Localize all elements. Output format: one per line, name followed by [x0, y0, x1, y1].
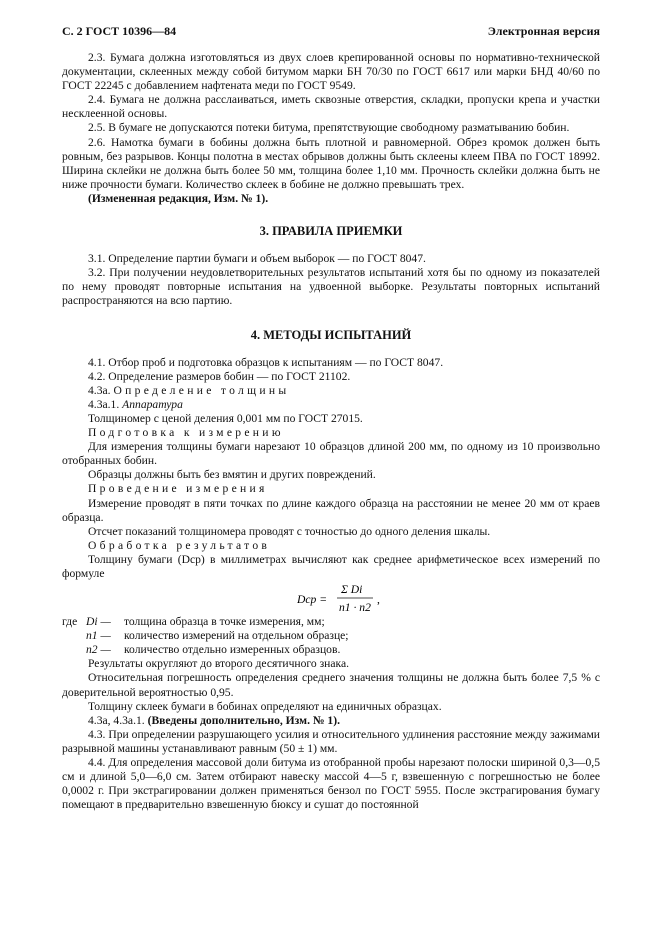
legend-row: [62, 643, 600, 657]
clause-4-3a: [62, 384, 600, 398]
joints-text: Толщину склеек бумаги в бобинах определяют на единичных образцах.: [88, 699, 442, 713]
clause-4-3a-note-number: 4.3а, 4.3а.1.: [88, 713, 145, 727]
clause-2-5: 2.5. В бумаге не допускаются потеки битума, препятствующие свободному разматыванию бобин.: [88, 121, 570, 135]
legend-prefix: [62, 629, 86, 643]
document-page: [62, 24, 600, 812]
clause-4-3a-note: [62, 714, 600, 728]
legend-symbol: n2 —: [86, 643, 111, 657]
clause-3-2: 3.2. При получении неудовлетворительных результатов испытаний хотя бы по одному из показателей по нему проводят повторные испытания на удвоенной выборке. Результаты повторных испытаний распространяются на всю партию.: [62, 266, 600, 308]
preparation-subtitle: Подготовка к измерению: [88, 426, 284, 440]
section-3-title: 3. ПРАВИЛА ПРИЕМКИ: [259, 224, 403, 239]
legend-row: [62, 615, 600, 629]
rounding-text: Результаты округляют до второго десятичного знака.: [88, 657, 350, 671]
formula-legend: [62, 615, 600, 657]
clause-2-6: 2.6. Намотка бумаги в бобины должна быть плотной и равномерной. Обрез кромок должен быть ровным, без разрывов. Концы полотна в местах обрывов должны быть склеены клеем ПВА по ГОСТ 18992. Ширина склейки не должна быть более 50 мм, толщина более 1,10 мм. Прочность склейки должна быть не ниже прочности бумаги. Количество склеек в бобине не должно превышать трех.: [62, 135, 600, 191]
clause-4-4: 4.4. Для определения массовой доли битума из отобранной пробы нарезают полоски шириной 0,3—0,5 см и длиной 5,0—6,0 см. Затем отбирают навеску массой 4—5 г, взвешенную с погрешностью не более 0,0002 г. При экстрагировании должен применяться бензол по ГОСТ 5955. После экстрагирования бумагу помещают в предварительно взвешенную бюксу и сушат до постоянной: [62, 756, 600, 812]
preparation-text-2: Образцы должны быть без вмятин и других повреждений.: [88, 468, 376, 482]
clause-4-3a-1-title: Аппаратура: [122, 397, 183, 411]
section-4-title: 4. МЕТОДЫ ИСПЫТАНИЙ: [250, 327, 412, 342]
formula-lhs: Dср =: [297, 593, 328, 607]
clause-3-1: 3.1. Определение партии бумаги и объем выборок — по ГОСТ 8047.: [88, 252, 426, 266]
legend-symbol: Di —: [86, 615, 111, 629]
clause-4-3a-note-text: (Введены дополнительно, Изм. № 1).: [147, 713, 340, 727]
instrument-text: Толщиномер с ценой деления 0,001 мм по ГОСТ 27015.: [88, 411, 363, 425]
legend-prefix: где: [62, 615, 78, 629]
amendment-note: (Измененная редакция, Изм. № 1).: [88, 191, 269, 205]
measurement-text-2: Отсчет показаний толщиномера проводят с точностью до одного деления шкалы.: [88, 524, 491, 538]
running-header: [62, 24, 600, 40]
formula-numerator: Σ Di: [341, 583, 363, 597]
clause-4-3a-1: [62, 398, 600, 412]
formula-denominator: n1 · n2: [339, 601, 371, 615]
clause-4-3a-title: Определение толщины: [113, 383, 290, 397]
clause-4-3a-number: 4.3а.: [88, 383, 111, 397]
processing-text: Толщину бумаги (Dср) в миллиметрах вычисляют как среднее арифметическое всех измерений по формуле: [62, 552, 600, 580]
clause-4-3a-1-number: 4.3а.1.: [88, 397, 120, 411]
clause-4-2: 4.2. Определение размеров бобин — по ГОСТ 21102.: [88, 369, 351, 383]
processing-subtitle: Обработка результатов: [88, 538, 271, 552]
preparation-text-1: Для измерения толщины бумаги нарезают 10 образцов длиной 200 мм, по одному из 10 произвольно отобранных бобин.: [62, 440, 600, 468]
clause-2-3: 2.3. Бумага должна изготовляться из двух слоев крепированной основы по нормативно-технической документации, склеенных между собой битумом марки БН 70/30 по ГОСТ 6617 или марки БНД 40/60 по ГОСТ 22245 с добавлением нафтената меди по ГОСТ 9549.: [62, 51, 600, 93]
formula-tail: ,: [377, 593, 380, 607]
header-standard-ref: С. 2 ГОСТ 10396—84: [62, 24, 177, 38]
legend-text: количество отдельно измеренных образцов.: [124, 643, 341, 657]
legend-prefix: [62, 643, 86, 657]
legend-row: [62, 629, 600, 643]
thickness-formula: [62, 581, 600, 615]
legend-text: толщина образца в точке измерения, мм;: [124, 615, 325, 629]
clause-2-4: 2.4. Бумага не должна расслаиваться, иметь сквозные отверстия, складки, пропуски крепа и участки несклеенной основы.: [62, 93, 600, 121]
header-version-label: Электронная версия: [487, 24, 600, 38]
clause-4-3: 4.3. При определении разрушающего усилия и относительного удлинения расстояние между зажимами разрывной машины устанавливают равным (50 ± 1) мм.: [62, 727, 600, 755]
legend-symbol: n1 —: [86, 629, 111, 643]
clause-4-1: 4.1. Отбор проб и подготовка образцов к испытаниям — по ГОСТ 8047.: [88, 355, 444, 369]
measurement-subtitle: Проведение измерения: [88, 482, 268, 496]
error-text: Относительная погрешность определения среднего значения толщины не должна быть более 7,5 % с доверительной вероятностью 0,95.: [62, 671, 600, 699]
measurement-text-1: Измерение проводят в пяти точках по длине каждого образца на расстоянии не менее 20 мм от краев образца.: [62, 496, 600, 524]
legend-text: количество измерений на отдельном образце;: [124, 629, 349, 643]
